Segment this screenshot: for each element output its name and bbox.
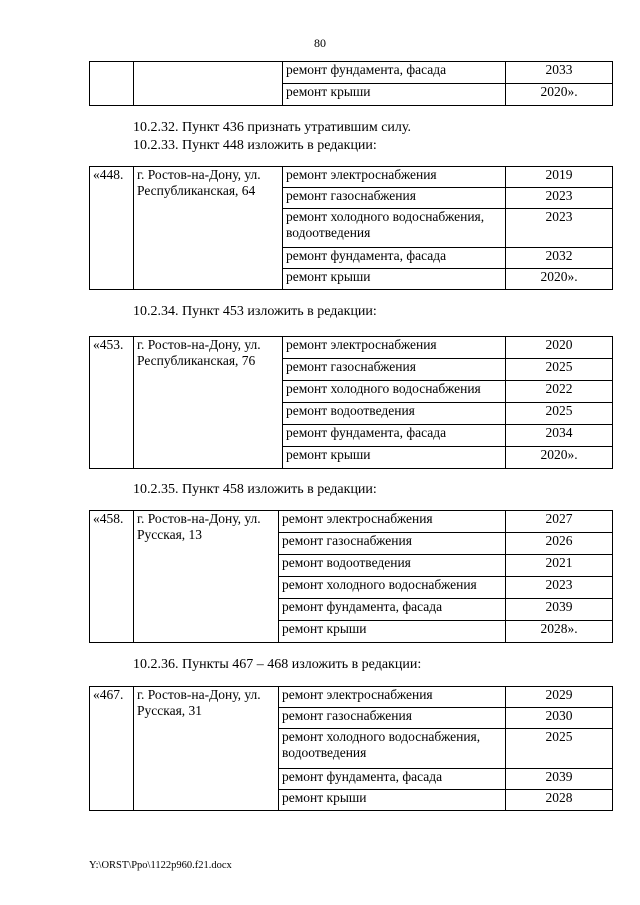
year-cell: 2034 — [506, 425, 613, 447]
year-cell: 2020». — [506, 447, 613, 469]
year-cell: 2023 — [506, 188, 613, 209]
paragraph: 10.2.36. Пункты 467 – 468 изложить в редакции: — [133, 657, 422, 672]
work-cell: ремонт газоснабжения — [283, 359, 506, 381]
year-cell: 2020». — [506, 84, 613, 106]
file-path-footer: Y:\ORST\Ppo\1122p960.f21.docx — [89, 860, 232, 871]
year-cell: 2028». — [506, 621, 613, 643]
work-cell: ремонт фундамента, фасада — [283, 248, 506, 269]
work-cell: ремонт газоснабжения — [279, 533, 506, 555]
work-cell: ремонт холодного водоснабжения, водоотведения — [283, 209, 506, 248]
table-continuation — [89, 61, 613, 106]
year-cell: 2039 — [506, 769, 613, 790]
paragraph: 10.2.32. Пункт 436 признать утратившим силу. — [133, 120, 411, 135]
address-cell: г. Ростов-на-Дону, ул. Республиканская, 64 — [134, 167, 283, 290]
year-cell: 2026 — [506, 533, 613, 555]
num-cell — [90, 62, 134, 106]
year-cell: 2025 — [506, 729, 613, 769]
year-cell: 2032 — [506, 248, 613, 269]
table-item-448 — [89, 166, 613, 290]
table-item-458 — [89, 510, 613, 643]
year-cell: 2020 — [506, 337, 613, 359]
work-cell: ремонт крыши — [283, 269, 506, 290]
work-cell: ремонт холодного водоснабжения, водоотведения — [279, 729, 506, 769]
work-cell: ремонт фундамента, фасада — [283, 425, 506, 447]
year-cell: 2020». — [506, 269, 613, 290]
work-cell: ремонт фундамента, фасада — [279, 769, 506, 790]
table-item-467 — [89, 686, 613, 811]
year-cell: 2027 — [506, 511, 613, 533]
work-cell: ремонт водоотведения — [283, 403, 506, 425]
year-cell: 2039 — [506, 599, 613, 621]
year-cell: 2030 — [506, 708, 613, 729]
work-cell: ремонт газоснабжения — [279, 708, 506, 729]
address-cell: г. Ростов-на-Дону, ул. Русская, 31 — [134, 687, 279, 811]
work-cell: ремонт крыши — [283, 84, 506, 106]
paragraph: 10.2.33. Пункт 448 изложить в редакции: — [133, 138, 377, 153]
item-number: «448. — [90, 167, 134, 290]
page-number: 80 — [314, 36, 326, 50]
address-cell — [134, 62, 283, 106]
address-cell: г. Ростов-на-Дону, ул. Республиканская, 76 — [134, 337, 283, 469]
work-cell: ремонт электроснабжения — [283, 337, 506, 359]
work-cell: ремонт газоснабжения — [283, 188, 506, 209]
work-cell: ремонт электроснабжения — [279, 511, 506, 533]
work-cell: ремонт фундамента, фасада — [283, 62, 506, 84]
work-cell: ремонт электроснабжения — [283, 167, 506, 188]
year-cell: 2022 — [506, 381, 613, 403]
work-cell: ремонт крыши — [279, 621, 506, 643]
year-cell: 2033 — [506, 62, 613, 84]
year-cell: 2029 — [506, 687, 613, 708]
work-cell: ремонт крыши — [283, 447, 506, 469]
year-cell: 2019 — [506, 167, 613, 188]
year-cell: 2025 — [506, 403, 613, 425]
address-cell: г. Ростов-на-Дону, ул. Русская, 13 — [134, 511, 279, 643]
year-cell: 2021 — [506, 555, 613, 577]
paragraph: 10.2.35. Пункт 458 изложить в редакции: — [133, 482, 377, 497]
item-number: «453. — [90, 337, 134, 469]
paragraph: 10.2.34. Пункт 453 изложить в редакции: — [133, 304, 377, 319]
year-cell: 2025 — [506, 359, 613, 381]
work-cell: ремонт фундамента, фасада — [279, 599, 506, 621]
work-cell: ремонт крыши — [279, 790, 506, 811]
work-cell: ремонт холодного водоснабжения — [279, 577, 506, 599]
item-number: «458. — [90, 511, 134, 643]
year-cell: 2023 — [506, 577, 613, 599]
table-item-453 — [89, 336, 613, 469]
item-number: «467. — [90, 687, 134, 811]
work-cell: ремонт холодного водоснабжения — [283, 381, 506, 403]
work-cell: ремонт электроснабжения — [279, 687, 506, 708]
work-cell: ремонт водоотведения — [279, 555, 506, 577]
year-cell: 2023 — [506, 209, 613, 248]
year-cell: 2028 — [506, 790, 613, 811]
